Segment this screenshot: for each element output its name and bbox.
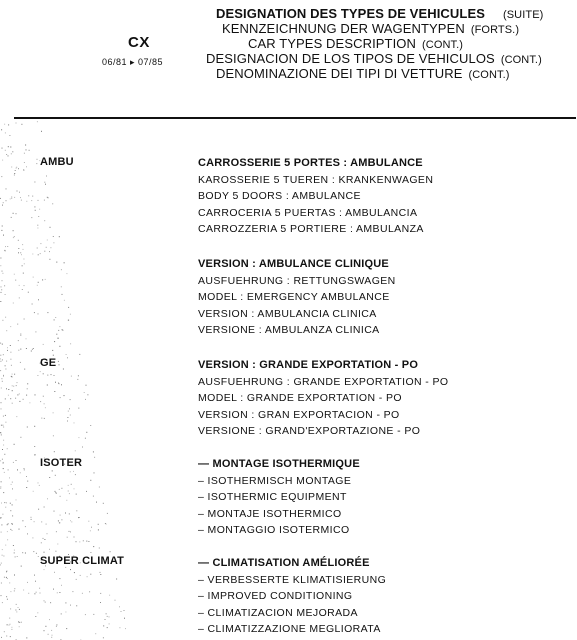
translation-line: – MONTAJE ISOTHERMICO — [198, 507, 342, 520]
translation-line: MODEL : GRANDE EXPORTATION - PO — [198, 392, 402, 404]
translation-line: MODEL : EMERGENCY AMBULANCE — [198, 291, 390, 303]
production-dates: 06/81 ▸ 07/85 — [102, 57, 164, 67]
translation-line: – CLIMATIZACION MEJORADA — [198, 606, 358, 619]
title-line-de: KENNZEICHNUNG DER WAGENTYPEN (FORTS.) — [222, 21, 520, 36]
header-divider — [14, 117, 576, 119]
block-heading: — MONTAGE ISOTHERMIQUE — [198, 458, 360, 470]
translation-line: – VERBESSERTE KLIMATISIERUNG — [198, 573, 387, 586]
block-heading: VERSION : AMBULANCE CLINIQUE — [198, 258, 389, 270]
translation-line: – ISOTHERMISCH MONTAGE — [198, 474, 352, 487]
translation-line: VERSIONE : GRAND'EXPORTAZIONE - PO — [198, 425, 421, 437]
translation-line: VERSION : GRAN EXPORTACION - PO — [198, 408, 400, 421]
translation-line: – IMPROVED CONDITIONING — [198, 590, 353, 602]
translation-line: KAROSSERIE 5 TUEREN : KRANKENWAGEN — [198, 173, 434, 186]
translation-line: – MONTAGGIO ISOTERMICO — [198, 524, 350, 536]
translation-line: VERSIONE : AMBULANZA CLINICA — [198, 324, 380, 336]
block-heading: CARROSSERIE 5 PORTES : AMBULANCE — [198, 157, 423, 169]
description-block-super-climat — [198, 555, 568, 638]
translation-line: CARROZZERIA 5 PORTIERE : AMBULANZA — [198, 223, 424, 235]
description-block-ambu-body — [198, 155, 568, 238]
title-line-it: DENOMINAZIONE DEI TIPI DI VETTURE (CONT.) — [216, 66, 510, 81]
translation-line: – CLIMATIZZAZIONE MEGLIORATA — [198, 623, 381, 635]
description-block-ambu-version — [198, 256, 568, 339]
description-block-ge — [198, 357, 568, 440]
translation-line: AUSFUEHRUNG : GRANDE EXPORTATION - PO — [198, 375, 449, 388]
translation-line: CARROCERIA 5 PUERTAS : AMBULANCIA — [198, 206, 418, 219]
type-code-isoter: ISOTER — [40, 457, 83, 469]
description-block-isoter — [198, 456, 568, 539]
type-code-ge: GE — [40, 357, 57, 369]
multilingual-title — [196, 6, 576, 81]
title-line-en: CAR TYPES DESCRIPTION (CONT.) — [248, 36, 464, 51]
translation-line: VERSION : AMBULANCIA CLINICA — [198, 307, 377, 320]
model-code: CX — [128, 34, 150, 51]
block-heading: VERSION : GRANDE EXPORTATION - PO — [198, 359, 419, 371]
type-code-super-climat: SUPER CLIMAT — [40, 555, 125, 567]
block-heading: — CLIMATISATION AMÉLIORÉE — [198, 557, 370, 569]
type-code-ambu: AMBU — [40, 156, 74, 168]
translation-line: AUSFUEHRUNG : RETTUNGSWAGEN — [198, 274, 396, 287]
translation-line: – ISOTHERMIC EQUIPMENT — [198, 491, 347, 503]
title-line-es: DESIGNACION DE LOS TIPOS DE VEHICULOS (CONT.) — [206, 51, 542, 66]
translation-line: BODY 5 DOORS : AMBULANCE — [198, 190, 361, 202]
title-line-fr: DESIGNATION DES TYPES DE VEHICULES (SUITE) — [216, 6, 544, 21]
